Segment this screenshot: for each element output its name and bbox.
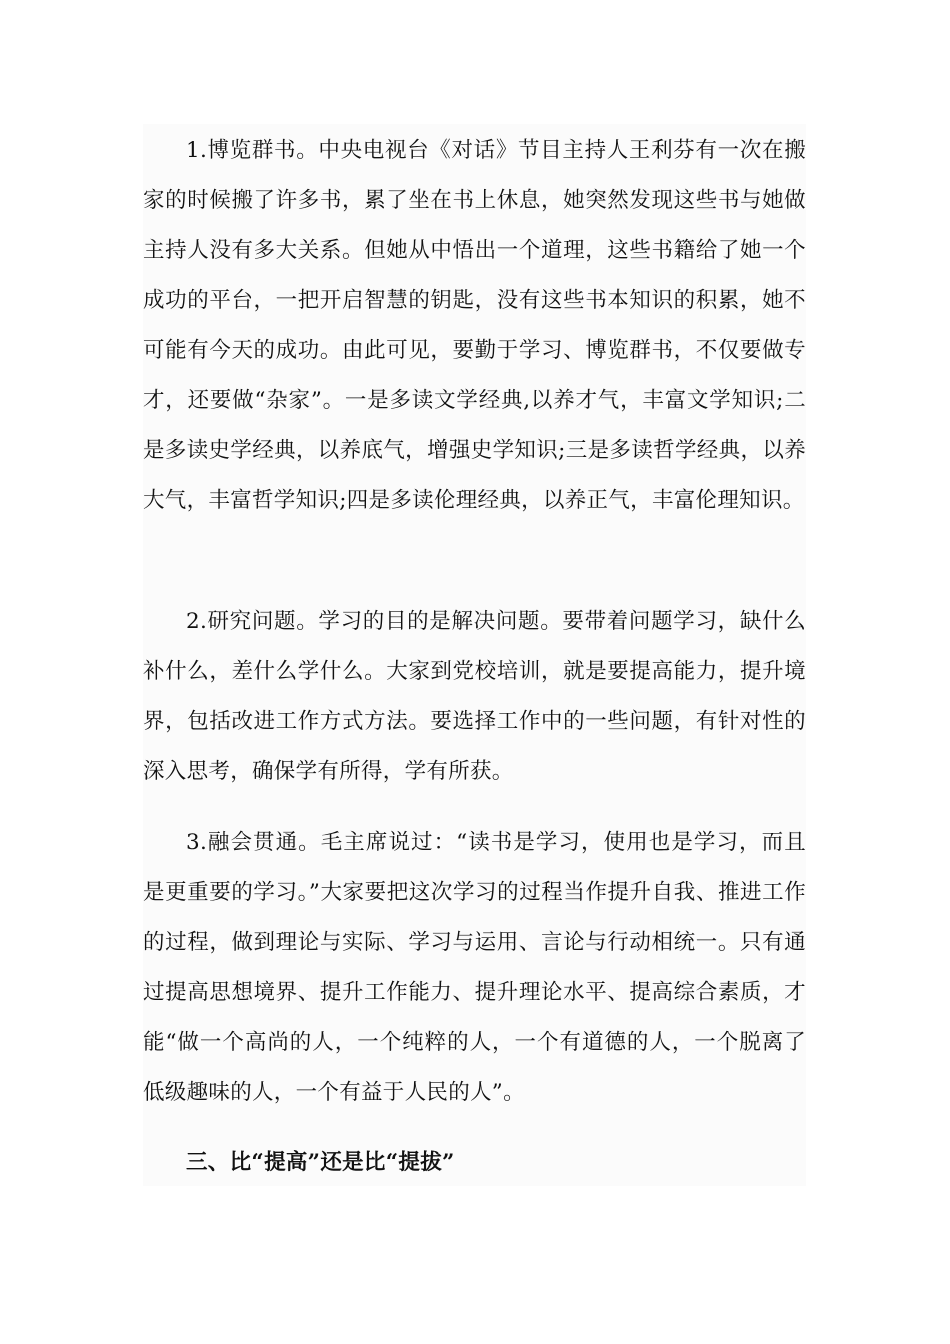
section-heading: 三、比“提高”还是比“提拔” (186, 1150, 455, 1175)
paragraph-read-widely: 1.博览群书。中央电视台《对话》节目主持人王利芬有一次在搬家的时候搬了许多书，累了坐在书上休息，她突然发现这些书与她做主持人没有多大关系。但她从中悟出一个道理，这些书籍给了她一个成功的平台，一把开启智慧的钥匙，没有这些书本知识的积累，她不可能有今天的成功。由此可见，要勤于学习、博览群书，不仅要做专才，还要做“杂家”。一是多读文学经典,以养才气，丰富文学知识;二是多读史学经典，以养底气，增强史学知识;三是多读哲学经典，以养大气，丰富哲学知识;四是多读伦理经典，以养正气，丰富伦理知识。 (143, 138, 806, 513)
paragraph-study-problems: 2.研究问题。学习的目的是解决问题。要带着问题学习，缺什么补什么，差什么学什么。大家到党校培训，就是要提高能力，提升境界，包括改进工作方式方法。要选择工作中的一些问题，有针对性的深入思考，确保学有所得，学有所获。 (143, 609, 806, 784)
paragraph-integrate: 3.融会贯通。毛主席说过：“读书是学习，使用也是学习，而且是更重要的学习。”大家要把这次学习的过程当作提升自我、推进工作的过程，做到理论与实际、学习与运用、言论与行动相统一。只有通过提高思想境界、提升工作能力、提升理论水平、提高综合素质，才能“做一个高尚的人，一个纯粹的人，一个有道德的人，一个脱离了低级趣味的人，一个有益于人民的人”。 (143, 830, 806, 1105)
